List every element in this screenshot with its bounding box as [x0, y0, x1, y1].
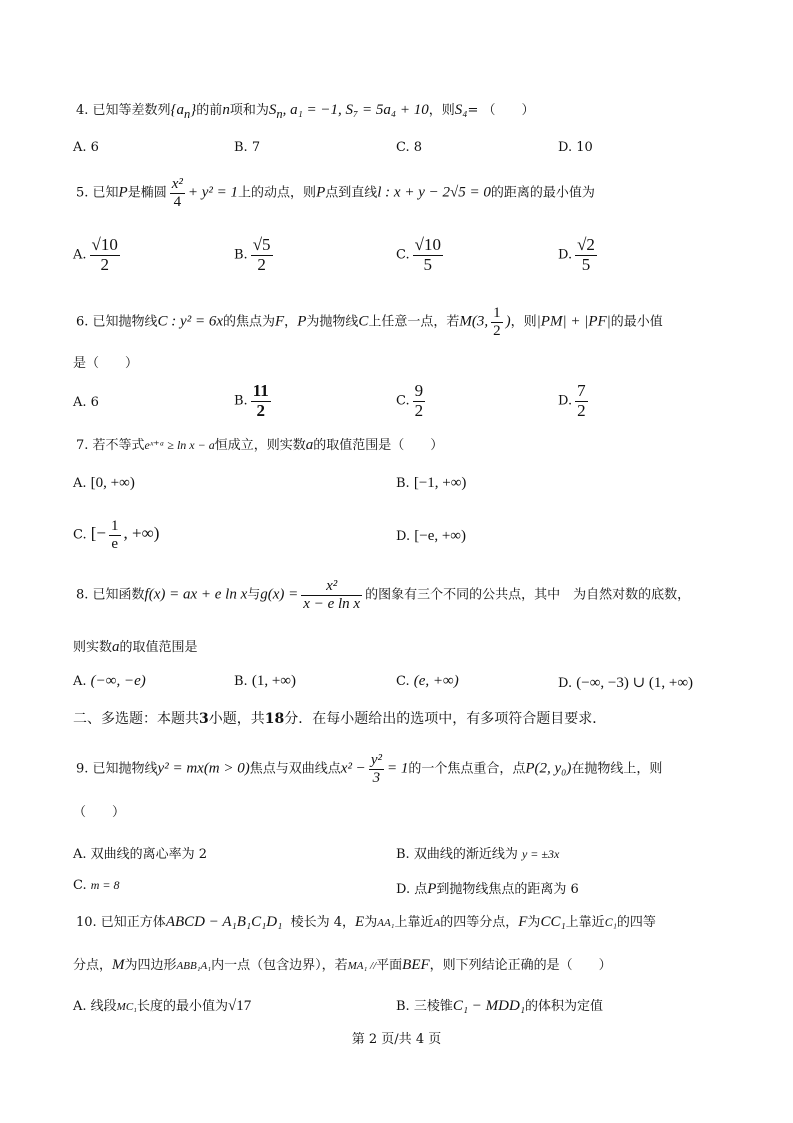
q8-option-c: C. (e, +∞) — [396, 673, 459, 689]
q9-option-a: A. 双曲线的离心率为 2 — [73, 847, 208, 862]
ellipse-fraction: $\frac{\text{x²}}{4}$ — [171, 176, 183, 210]
q4-option-d: D. 10 — [558, 140, 593, 155]
q9-option-c: C. m = 8 — [73, 878, 120, 893]
q8-stem: 8. 已知函数f(x) = ax + e ln x与g(x) = $\frac{\text{x²}}{\text{x − e ln x}}$ 的图象有三个不同的公共点，其中 为自然对数的底数， — [76, 578, 691, 612]
q10-stem: 10. 已知正方体ABCD − A₁B₁C₁D₁ 棱长为 4，E为AA₁上靠近A的四等分点，F为CC₁上靠近C₁的四等 — [76, 914, 656, 930]
q4-option-a: A. 6 — [73, 140, 99, 155]
q10-option-a: A. 线段MC₁长度的最小值为√17 — [73, 998, 252, 1014]
q4-stem: 4. 已知等差数列$\{a_n\}$的前n项和为$S_n$, a₁ = −1, S₇ = 5a₄ + 10，则S₄= （ ） — [76, 102, 535, 121]
sum-expression: |PM| + |PF| — [536, 313, 611, 330]
q7-option-c: C. [− $\frac{1}{e}$ , +∞) — [73, 518, 160, 552]
page-footer: 第 2 页/共 4 页 — [351, 1032, 442, 1047]
inequality: eˣ⁺ᵃ ≥ ln x − a — [144, 438, 215, 452]
q8-option-a: A. (−∞, −e) — [73, 673, 146, 689]
q6-option-b: B. $\frac{11}{2}$ — [234, 381, 269, 420]
q9-option-d: D. 点P到抛物线焦点的距离为 6 — [396, 881, 579, 897]
q9-stem-line2: （ ） — [73, 805, 126, 820]
q5-option-c: C. $\frac{√10}{5}$ — [396, 235, 441, 274]
seq-notation: $\{a_n\}$ — [170, 102, 197, 121]
q8-stem-line2: 则实数a的取值范围是 — [73, 639, 198, 655]
q7-option-a: A. [0, +∞) — [73, 475, 135, 491]
q4-condition: $S_n$, a₁ = −1, S₇ = 5a₄ + 10 — [268, 102, 429, 121]
q4-option-b: B. 7 — [234, 140, 261, 155]
q6-stem-line2: 是（ ） — [73, 356, 139, 371]
q9-option-b: B. 双曲线的渐近线为 y = ±3x — [396, 847, 560, 862]
q5-option-a: A. $\frac{√10}{2}$ — [73, 235, 118, 274]
q4-option-c: C. 8 — [396, 140, 423, 155]
q8-option-b: B. (1, +∞) — [234, 673, 296, 689]
q6-option-d: D. $\frac{7}{2}$ — [558, 381, 586, 420]
q5-option-d: D. $\frac{√2}{5}$ — [558, 235, 595, 274]
q5-option-b: B. $\frac{√5}{2}$ — [234, 235, 271, 274]
q7-option-d: D. [−e, +∞) — [396, 528, 466, 544]
q6-option-a: A. 6 — [73, 395, 99, 410]
q7-stem: 7. 若不等式eˣ⁺ᵃ ≥ ln x − a恒成立，则实数a的取值范围是（ ） — [76, 437, 444, 453]
q5-stem: 5. 已知P是椭圆 $\frac{\text{x²}}{4}$ + y² = 1上的动点，则P点到直线l : x + y − 2√5 = 0的距离的最小值为 — [76, 176, 595, 210]
q8-option-d: D. (−∞, −3) ∪ (1, +∞) — [558, 675, 694, 691]
q7-option-b: B. [−1, +∞) — [396, 475, 467, 491]
q10-stem-line2: 分点，M为四边形ABB₁A₁内一点（包含边界），若MA₁ //平面BEF，则下列结论正确的是（ ） — [73, 957, 612, 973]
q6-stem: 6. 已知抛物线C : y² = 6x的焦点为F，P为抛物线C上任意一点，若M(3, $\frac{1}{2}$ )，则|PM| + |PF|的最小值 — [76, 305, 663, 339]
q6-option-c: C. $\frac{9}{2}$ — [396, 381, 424, 420]
q9-stem: 9. 已知抛物线y² = mx(m > 0)焦点与双曲线点x² − $\frac{\text{y²}}{3}$ = 1的一个焦点重合，点P(2, y₀)在抛物线上，则 — [76, 752, 663, 786]
section-heading: 二、多选题：本题共3小题，共18分．在每小题给出的选项中，有多项符合题目要求． — [73, 711, 607, 727]
line-equation: l : x + y − 2√5 = 0 — [377, 184, 491, 201]
q10-option-b: B. 三棱锥C₁ − MDD₁的体积为定值 — [396, 998, 604, 1014]
